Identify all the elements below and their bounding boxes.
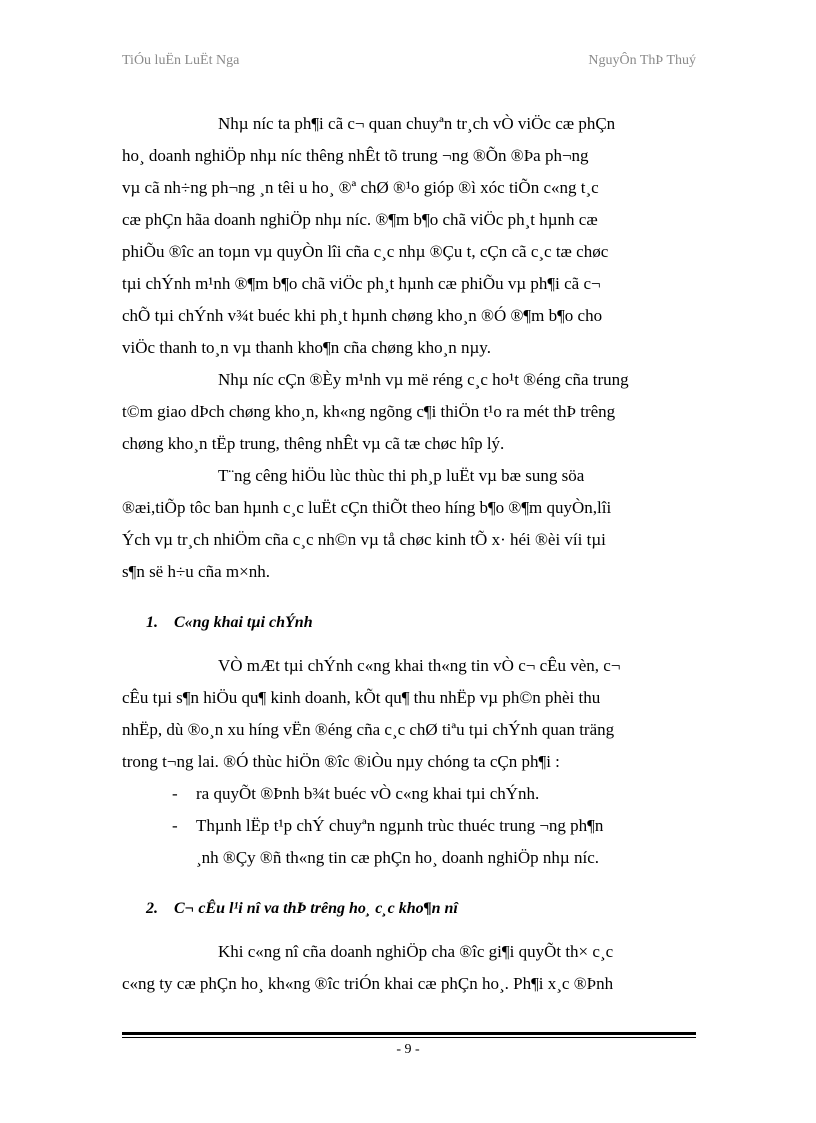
paragraph-1	[122, 108, 696, 364]
section-2-heading	[122, 894, 696, 924]
footer-rule-thin	[122, 1037, 696, 1038]
bullet-dash: -	[172, 784, 178, 803]
text-line: VÒ mÆt tµi chÝnh c«ng khai th«ng tin vÒ c¬ cÊu vèn, c¬	[218, 656, 621, 675]
text-line: cæ phÇn hãa doanh nghiÖp nhµ níc. ®¶m b¶o chã viÖc ph¸t hµnh cæ	[122, 210, 598, 229]
text-line: Thµnh lËp t¹p chÝ chuyªn ngµnh trùc thuéc trung ¬ng ph¶n	[196, 816, 604, 835]
page-number: - 9 -	[396, 1042, 420, 1057]
section-number: 2.	[146, 900, 158, 917]
paragraph-2	[122, 364, 696, 460]
text-line: ho¸ doanh nghiÖp nhµ níc thêng nhÊt tõ trung ¬ng ®Õn ®Þa ph¬ng	[122, 146, 589, 165]
paragraph-3	[122, 460, 696, 588]
text-line: Nhµ níc cÇn ®Èy m¹nh vµ më réng c¸c ho¹t ®éng cña trung	[218, 370, 629, 389]
list-item	[122, 778, 696, 810]
text-line: chøng kho¸n tËp trung, thêng nhÊt vµ cã tæ chøc hîp lý.	[122, 434, 505, 453]
section-title: C«ng khai tµi chÝnh	[174, 614, 313, 631]
header-left-title: TiÓu luËn LuËt Nga	[122, 53, 240, 68]
text-line: ¸nh ®Çy ®ñ th«ng tin cæ phÇn ho¸ doanh nghiÖp nhµ níc.	[196, 848, 599, 867]
text-line: T¨ng cêng hiÖu lùc thùc thi ph¸p luËt vµ bæ sung söa	[218, 466, 585, 485]
section-number: 1.	[146, 614, 158, 631]
text-line: vµ cã nh÷ng ph¬ng ¸n têi u ho¸ ®ª chØ ®¹o gióp ®ì xóc tiÕn c«ng t¸c	[122, 178, 599, 197]
text-line: Nhµ níc ta ph¶i cã c¬ quan chuyªn tr¸ch vÒ viÖc cæ phÇn	[218, 114, 616, 133]
text-line: c«ng ty cæ phÇn ho¸ kh«ng ®îc triÓn khai cæ phÇn ho¸. Ph¶i x¸c ®Þnh	[122, 974, 614, 993]
footer-rule-thick	[122, 1032, 696, 1035]
text-line: ®æi,tiÕp tôc ban hµnh c¸c luËt cÇn thiÕt theo híng b¶o ®¶m quyÒn,lîi	[122, 498, 612, 517]
text-line: Khi c«ng nî cña doanh nghiÖp cha ®îc gi¶i quyÕt th× c¸c	[218, 942, 614, 961]
text-line: viÖc thanh to¸n vµ thanh kho¶n cña chøng kho¸n nµy.	[122, 338, 491, 357]
bullet-dash: -	[172, 816, 178, 835]
section-2-paragraph	[122, 936, 696, 1000]
text-line: chÕ tµi chÝnh v¾t buéc khi ph¸t hµnh chøng kho¸n ®Ó ®¶m b¶o cho	[122, 306, 603, 325]
text-line: ra quyÕt ®Þnh b¾t buéc vÒ c«ng khai tµi chÝnh.	[196, 784, 540, 803]
text-line: t©m giao dÞch chøng kho¸n, kh«ng ngõng c¶i thiÖn t¹o ra mét thÞ trêng	[122, 402, 616, 421]
section-1-heading	[122, 608, 696, 638]
text-line: nhËp, dù ®o¸n xu híng vËn ®éng cña c¸c chØ tiªu tµi chÝnh quan träng	[122, 720, 615, 739]
document-body	[122, 108, 696, 1000]
section-1-bullet-list	[122, 778, 696, 874]
list-item	[122, 810, 696, 874]
section-title: C¬ cÊu l¹i nî va thÞ trêng ho¸ c¸c kho¶n nî	[174, 900, 458, 917]
header-right-author: NguyÔn ThÞ Thuý	[588, 53, 696, 68]
text-line: tµi chÝnh m¹nh ®¶m b¶o chã viÖc ph¸t hµnh cæ phiÕu vµ ph¶i cã c¬	[122, 274, 601, 293]
text-line: Ých vµ tr¸ch nhiÖm cña c¸c nh©n vµ tå chøc kinh tÕ x· héi ®èi víi tµi	[122, 530, 606, 549]
text-line: trong t¬ng lai. ®Ó thùc hiÖn ®îc ®iÒu nµy chóng ta cÇn ph¶i :	[122, 752, 560, 771]
text-line: phiÕu ®îc an toµn vµ quyÒn lîi cña c¸c nhµ ®Çu t, cÇn cã c¸c tæ chøc	[122, 242, 609, 261]
section-1-paragraph	[122, 650, 696, 778]
text-line: s¶n së h÷u cña m×nh.	[122, 562, 270, 581]
text-line: cÊu tµi s¶n hiÖu qu¶ kinh doanh, kÕt qu¶ thu nhËp vµ ph©n phèi thu	[122, 688, 601, 707]
